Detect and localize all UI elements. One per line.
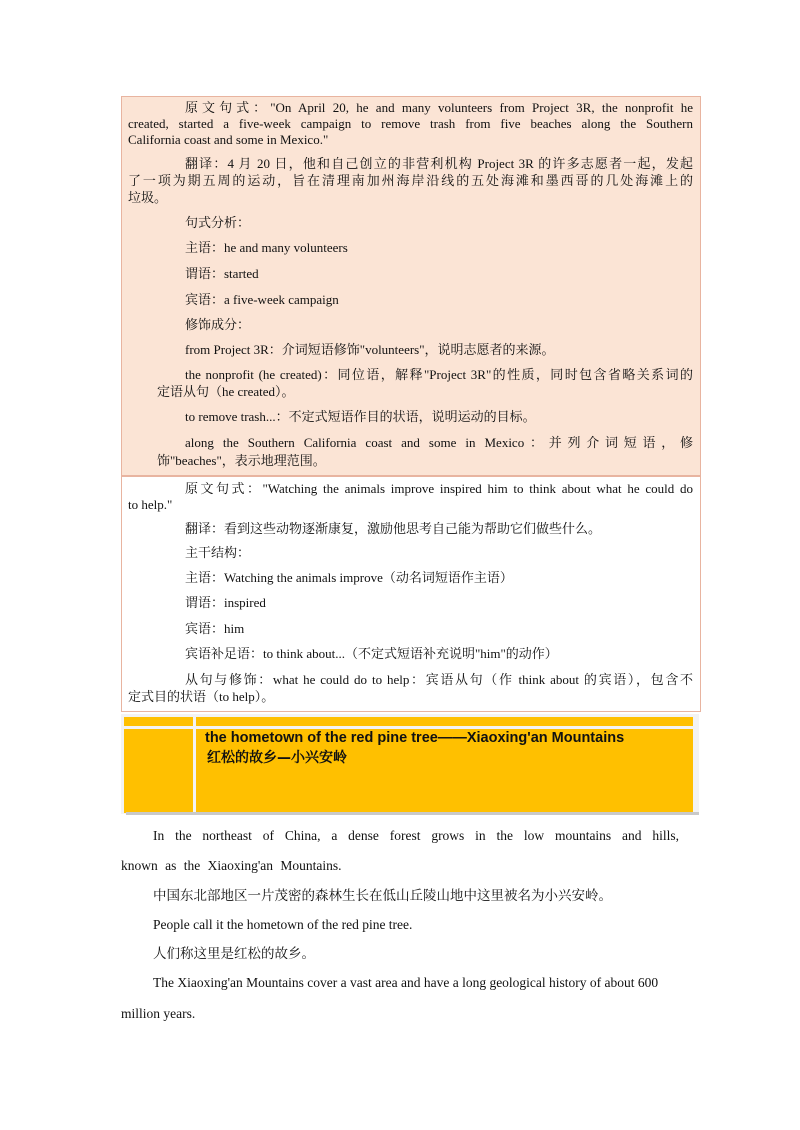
banner-stripe [124,726,193,729]
modifier-line: 定语从句（he created）。 [157,384,295,399]
main-structure-heading: 主干结构： [185,545,251,560]
modifier-line: 饰"beaches"，表示地理范围。 [157,453,326,468]
clause-line: 从句与修饰：what he could do to help：宾语从句（作 think about 的宾语），包含不 [185,672,693,687]
original-sentence-line: 原文句式："Watching the animals improve inspired him to think about what he could do [185,481,693,496]
sentence-analysis-box-2 [121,476,701,712]
body-paragraph-line: known as the Xiaoxing'an Mountains. [121,858,342,873]
translation-line: 翻译：4 月 20 日，他和自己创立的非营利机构 Project 3R 的许多志愿者一起，发起 [185,156,693,171]
original-sentence-line: 原文句式："On April 20, he and many volunteers from Project 3R, the nonprofit he [185,100,693,115]
original-sentence-line: created, started a five-week campaign to remove trash from five beaches along the Southern [128,116,693,131]
translation-line: 了一项为期五周的运动，旨在清理南加州海岸沿线的五处海滩和墨西哥的几处海滩上的 [128,173,693,188]
modifier-line: to remove trash...：不定式短语作目的状语，说明运动的目标。 [185,409,536,424]
modifiers-heading: 修饰成分： [185,317,251,332]
predicate-line: 谓语：inspired [185,595,266,610]
object-line: 宾语：a five-week campaign [185,292,339,307]
body-paragraph-line: million years. [121,1006,196,1021]
sentence-analysis-box-1 [121,96,701,476]
section-banner [121,714,699,814]
body-paragraph-line: People call it the hometown of the red pine tree. [153,917,413,932]
predicate-line: 谓语：started [185,266,259,281]
modifier-line: along the Southern California coast and some in Mexico：并列介词短语，修 [185,435,693,450]
banner-title-zh: 红松的故乡—小兴安岭 [207,750,347,766]
clause-line: 定式目的状语（to help）。 [128,689,275,704]
banner-stripe [196,726,693,729]
body-paragraph-line: The Xiaoxing'an Mountains cover a vast area and have a long geological history of about 600 [153,975,659,990]
modifier-line: the nonprofit (he created)：同位语，解释"Project 3R"的性质，同时包含省略关系词的 [185,367,693,382]
body-paragraph-line: 中国东北部地区一片茂密的森林生长在低山丘陵山地中这里被名为小兴安岭。 [153,888,612,903]
body-paragraph-line: In the northeast of China, a dense forest grows in the low mountains and hills, [153,828,679,843]
complement-line: 宾语补足语：to think about...（不定式短语补充说明"him"的动作） [185,646,558,661]
modifier-line: from Project 3R：介词短语修饰"volunteers"，说明志愿者的来源。 [185,342,555,357]
subject-line: 主语：Watching the animals improve（动名词短语作主语） [185,570,513,585]
body-paragraph-line: 人们称这里是红松的故乡。 [153,946,315,961]
original-sentence-line: California coast and some in Mexico." [128,132,329,147]
analysis-heading: 句式分析： [185,215,251,230]
banner-left-block [124,717,193,813]
banner-shadow [126,812,699,815]
subject-line: 主语：he and many volunteers [185,240,348,255]
banner-title-en: the hometown of the red pine tree——Xiaoxing'an Mountains [205,730,625,746]
object-line: 宾语：him [185,621,245,636]
translation-line: 垃圾。 [128,190,168,205]
translation-line: 翻译：看到这些动物逐渐康复，激励他思考自己能为帮助它们做些什么。 [185,521,602,536]
original-sentence-line: to help." [128,497,173,512]
